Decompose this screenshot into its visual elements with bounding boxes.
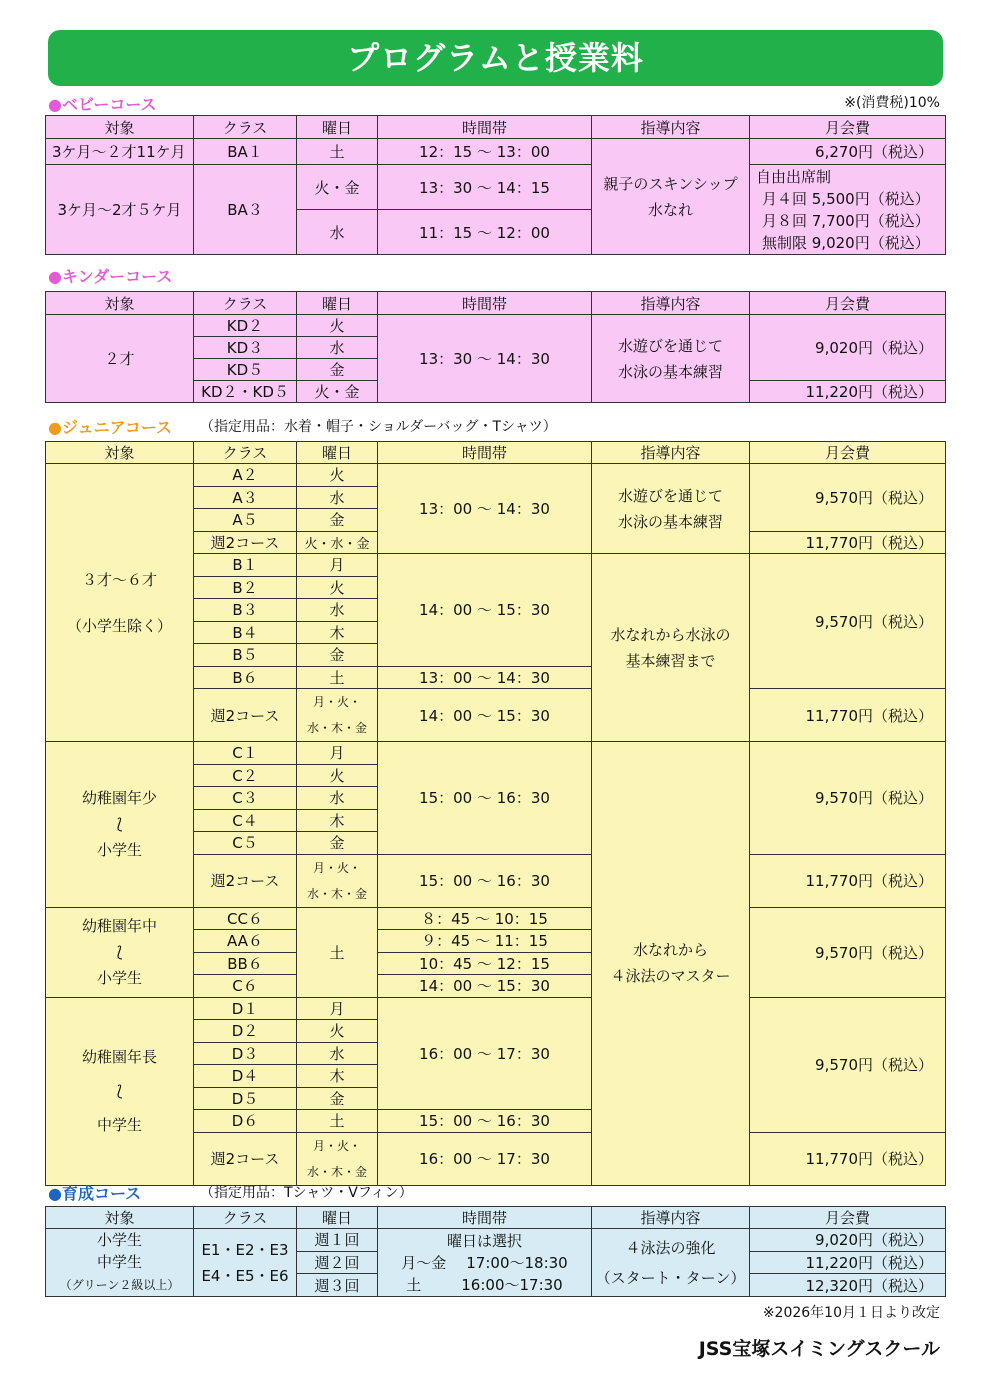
junior-class: 週2コース: [194, 854, 297, 907]
junior-class: B２: [194, 576, 297, 599]
junior-class: B５: [194, 644, 297, 667]
junior-class: C１: [194, 742, 297, 765]
junior-fee: 9,570円（税込）: [750, 742, 946, 855]
junior-day: 水: [297, 486, 378, 509]
ikusei-day-1: 週１回: [297, 1229, 378, 1252]
col-fee: 月会費: [750, 442, 946, 464]
ikusei-time-row3: [378, 1274, 592, 1297]
ikusei-target: [46, 1229, 194, 1297]
junior-class: D２: [194, 1020, 297, 1043]
ikusei-target-b: 中学生: [96, 1253, 142, 1271]
baby-day-1: 土: [297, 139, 378, 165]
junior-target-3c: 小学生: [96, 969, 142, 987]
junior-target-2a: 幼稚園年少: [81, 789, 157, 808]
junior-content-a1: 水遊びを通じて: [617, 486, 723, 505]
baby-fee-line-0: 自由出席制: [756, 168, 832, 186]
junior-class: B３: [194, 599, 297, 622]
col-time: 時間帯: [378, 116, 592, 139]
junior-day: 火・水・金: [297, 531, 378, 554]
baby-class-2: BA３: [194, 165, 297, 255]
ikusei-time-row2: [378, 1251, 592, 1274]
junior-class: A５: [194, 509, 297, 532]
ikusei-course-note: （指定用品：Tシャツ・Vフィン）: [200, 1185, 413, 1201]
kinder-day-3: 火・金: [297, 381, 378, 403]
baby-course-title: ●ベビーコース: [48, 95, 157, 114]
junior-time: 15：00 ～ 16：30: [378, 854, 592, 907]
junior-day-w2b: 水・木・金: [306, 721, 367, 735]
junior-day: 月: [297, 554, 378, 577]
junior-day-w2a: 月・火・: [312, 860, 361, 875]
junior-day: 金: [297, 1087, 378, 1110]
junior-target-4c: 中学生: [96, 1116, 142, 1134]
kinder-day-1: 水: [297, 337, 378, 359]
junior-class: C６: [194, 975, 297, 998]
junior-time-d: 16：00 ～ 17：30: [378, 997, 592, 1110]
ikusei-content-a: ４泳法の強化: [625, 1238, 716, 1257]
junior-day-w2a: 月・火・: [312, 1138, 361, 1153]
col-fee: 月会費: [750, 1207, 946, 1229]
junior-day: 金: [297, 644, 378, 667]
kinder-class-1: KD３: [194, 337, 297, 359]
baby-day-2a: 火・金: [297, 165, 378, 210]
junior-class: 週2コース: [194, 531, 297, 554]
junior-day-w2b: 水・木・金: [306, 1164, 367, 1179]
kinder-course-table: [45, 291, 946, 403]
junior-class: A２: [194, 464, 297, 487]
ikusei-target-a: 小学生: [96, 1231, 142, 1249]
school-name: JSS宝塚スイミングスクール: [698, 1338, 940, 1360]
kinder-fee-1: 9,020円（税込）: [750, 315, 946, 381]
junior-class: C３: [194, 787, 297, 810]
baby-fee-line-3: 無制限 9,020円（税込）: [762, 234, 930, 252]
junior-day: 木: [297, 809, 378, 832]
junior-day-w2: [297, 689, 378, 742]
ikusei-fee-2: 11,220円（税込）: [750, 1251, 946, 1274]
junior-course-note: （指定用品：水着・帽子・ショルダーバッグ・Tシャツ）: [200, 419, 557, 435]
baby-time-1: 12：15 ～ 13：00: [378, 139, 592, 165]
ikusei-class-a: E1・E2・E3: [201, 1240, 289, 1259]
junior-target-3: [46, 907, 194, 997]
junior-class: B１: [194, 554, 297, 577]
col-target: 対象: [46, 1207, 194, 1229]
junior-class: D４: [194, 1065, 297, 1088]
junior-class: C２: [194, 764, 297, 787]
col-day: 曜日: [297, 116, 378, 139]
junior-day: 火: [297, 576, 378, 599]
junior-day-w2: [297, 1132, 378, 1185]
ikusei-class: [194, 1229, 297, 1297]
junior-target-1b: （小学生除く）: [66, 616, 172, 635]
junior-target-2: [46, 742, 194, 908]
kinder-class-0: KD２: [194, 315, 297, 337]
junior-content-c: [592, 742, 750, 1186]
junior-day: 火: [297, 764, 378, 787]
baby-time-2a: 13：30 ～ 14：15: [378, 165, 592, 210]
col-content: 指導内容: [592, 442, 750, 464]
col-time: 時間帯: [378, 292, 592, 315]
junior-day: 水: [297, 1042, 378, 1065]
junior-time: 14：00 ～ 15：30: [378, 975, 592, 998]
ikusei-fee-1: 9,020円（税込）: [750, 1229, 946, 1252]
junior-day-sat: 土: [297, 907, 378, 997]
junior-content-c2: ４泳法のマスター: [610, 967, 731, 986]
junior-day: 木: [297, 1065, 378, 1088]
ikusei-time-head: 曜日は選択: [378, 1229, 592, 1252]
junior-day: 土: [297, 666, 378, 689]
baby-time-2b: 11：15 ～ 12：00: [378, 210, 592, 255]
baby-content-line2: 水なれ: [647, 200, 693, 219]
junior-content-b2: 基本練習まで: [625, 651, 716, 670]
junior-class: C４: [194, 809, 297, 832]
junior-content-c1: 水なれから: [632, 941, 708, 960]
junior-class: BB６: [194, 952, 297, 975]
junior-time: ８：45 ～ 10：15: [378, 907, 592, 930]
junior-class: C５: [194, 832, 297, 855]
junior-day: 火: [297, 464, 378, 487]
ikusei-course-title: ●育成コース: [48, 1184, 142, 1203]
kinder-content: [592, 315, 750, 403]
junior-day: 月: [297, 997, 378, 1020]
junior-fee-w2: 11,770円（税込）: [750, 531, 946, 554]
junior-course-title: ●ジュニアコース: [48, 418, 173, 437]
junior-class: 週2コース: [194, 1132, 297, 1185]
junior-target-3b: ⟅: [116, 943, 123, 961]
junior-day: 土: [297, 1110, 378, 1133]
col-content: 指導内容: [592, 1207, 750, 1229]
junior-fee-w2: 11,770円（税込）: [750, 854, 946, 907]
junior-content-b: [592, 554, 750, 742]
col-target: 対象: [46, 442, 194, 464]
col-class: クラス: [194, 292, 297, 315]
kinder-day-2: 金: [297, 359, 378, 381]
baby-content: [592, 139, 750, 255]
junior-class: A３: [194, 486, 297, 509]
kinder-content-line1: 水遊びを通じて: [617, 336, 723, 355]
junior-class: B６: [194, 666, 297, 689]
junior-target-4: [46, 997, 194, 1185]
baby-class-1: BA１: [194, 139, 297, 165]
junior-day: 水: [297, 599, 378, 622]
baby-day-2b: 水: [297, 210, 378, 255]
kinder-content-line2: 水泳の基本練習: [617, 362, 723, 381]
junior-time: 10：45 ～ 12：15: [378, 952, 592, 975]
junior-class: AA６: [194, 930, 297, 953]
junior-content-a: [592, 464, 750, 554]
col-fee: 月会費: [750, 292, 946, 315]
junior-target-1: [46, 464, 194, 742]
col-day: 曜日: [297, 1207, 378, 1229]
ikusei-time-row3-a: 土: [406, 1276, 422, 1295]
col-time: 時間帯: [378, 442, 592, 464]
junior-class: 週2コース: [194, 689, 297, 742]
junior-fee: 9,570円（税込）: [750, 997, 946, 1132]
junior-class: B４: [194, 621, 297, 644]
kinder-class-3: KD２・KD５: [194, 381, 297, 403]
ikusei-time-row3-b: 16:00～17:30: [461, 1276, 563, 1295]
ikusei-class-b: E4・E5・E6: [201, 1266, 289, 1285]
junior-day: 金: [297, 509, 378, 532]
baby-fee-line-1: 月４回 5,500円（税込）: [762, 190, 930, 208]
junior-content-a2: 水泳の基本練習: [617, 512, 723, 531]
baby-content-line1: 親子のスキンシップ: [603, 174, 738, 193]
ikusei-content: [592, 1229, 750, 1297]
col-class: クラス: [194, 1207, 297, 1229]
ikusei-day-3: 週３回: [297, 1274, 378, 1297]
junior-day: 金: [297, 832, 378, 855]
junior-time: 16：00 ～ 17：30: [378, 1132, 592, 1185]
junior-class: CC６: [194, 907, 297, 930]
col-class: クラス: [194, 116, 297, 139]
junior-day-w2b: 水・木・金: [306, 886, 367, 901]
baby-fee-line-2: 月８回 7,700円（税込）: [762, 212, 930, 230]
junior-class: D５: [194, 1087, 297, 1110]
junior-time-a: 13：00 ～ 14：30: [378, 464, 592, 554]
tax-note: ※(消費税)10%: [844, 95, 940, 111]
junior-target-2c: 小学生: [96, 841, 142, 860]
junior-fee: 9,570円（税込）: [750, 907, 946, 997]
junior-fee-w2: 11,770円（税込）: [750, 689, 946, 742]
ikusei-fee-3: 12,320円（税込）: [750, 1274, 946, 1297]
junior-day-w2a: 月・火・: [312, 695, 361, 709]
page-title: プログラムと授業料: [48, 30, 943, 86]
col-content: 指導内容: [592, 292, 750, 315]
col-fee: 月会費: [750, 116, 946, 139]
junior-target-3a: 幼稚園年中: [81, 917, 157, 935]
col-time: 時間帯: [378, 1207, 592, 1229]
kinder-day-0: 火: [297, 315, 378, 337]
junior-time: 14：00 ～ 15：30: [378, 689, 592, 742]
junior-time: ９：45 ～ 11：15: [378, 930, 592, 953]
junior-time-b: 14：00 ～ 15：30: [378, 554, 592, 667]
ikusei-content-b: （スタート・ターン）: [595, 1268, 746, 1287]
kinder-class-2: KD５: [194, 359, 297, 381]
kinder-course-title: ●キンダーコース: [48, 267, 173, 286]
junior-fee: 9,570円（税込）: [750, 554, 946, 689]
col-content: 指導内容: [592, 116, 750, 139]
junior-time: 13：00 ～ 14：30: [378, 666, 592, 689]
junior-day: 月: [297, 742, 378, 765]
junior-fee: 9,570円（税込）: [750, 464, 946, 532]
junior-day-w2: [297, 854, 378, 907]
junior-course-table: [45, 441, 946, 1186]
junior-target-1a: ３才～６才: [81, 570, 157, 589]
baby-course-table: [45, 115, 946, 255]
junior-class: D３: [194, 1042, 297, 1065]
junior-content-b1: 水なれから水泳の: [610, 625, 731, 644]
ikusei-time-row2-a: 月～金: [401, 1253, 447, 1272]
kinder-fee-2: 11,220円（税込）: [750, 381, 946, 403]
baby-target-1: 3ケ月～２才11ケ月: [46, 139, 194, 165]
junior-target-2b: ⟅: [116, 815, 123, 834]
baby-fee-1: 6,270円（税込）: [750, 139, 946, 165]
junior-time: 15：00 ～ 16：30: [378, 1110, 592, 1133]
col-day: 曜日: [297, 442, 378, 464]
junior-target-4b: ⟅: [116, 1082, 123, 1100]
baby-fee-2: [750, 165, 946, 255]
kinder-time: 13：30 ～ 14：30: [378, 315, 592, 403]
junior-day: 火: [297, 1020, 378, 1043]
ikusei-time-row2-b: 17:00～18:30: [466, 1253, 568, 1272]
kinder-target: ２才: [46, 315, 194, 403]
junior-class: D１: [194, 997, 297, 1020]
col-class: クラス: [194, 442, 297, 464]
junior-class: D６: [194, 1110, 297, 1133]
ikusei-day-2: 週２回: [297, 1251, 378, 1274]
junior-day: 水: [297, 787, 378, 810]
col-day: 曜日: [297, 292, 378, 315]
baby-target-2: 3ケ月～2才５ケ月: [46, 165, 194, 255]
col-target: 対象: [46, 292, 194, 315]
revision-note: ※2026年10月１日より改定: [762, 1305, 940, 1321]
junior-day: 木: [297, 621, 378, 644]
junior-fee-w2: 11,770円（税込）: [750, 1132, 946, 1185]
junior-time-c: 15：00 ～ 16：30: [378, 742, 592, 855]
ikusei-target-c: （グリーン２級以上）: [59, 1278, 180, 1292]
ikusei-course-table: [45, 1206, 946, 1297]
junior-target-4a: 幼稚園年長: [81, 1048, 157, 1066]
col-target: 対象: [46, 116, 194, 139]
